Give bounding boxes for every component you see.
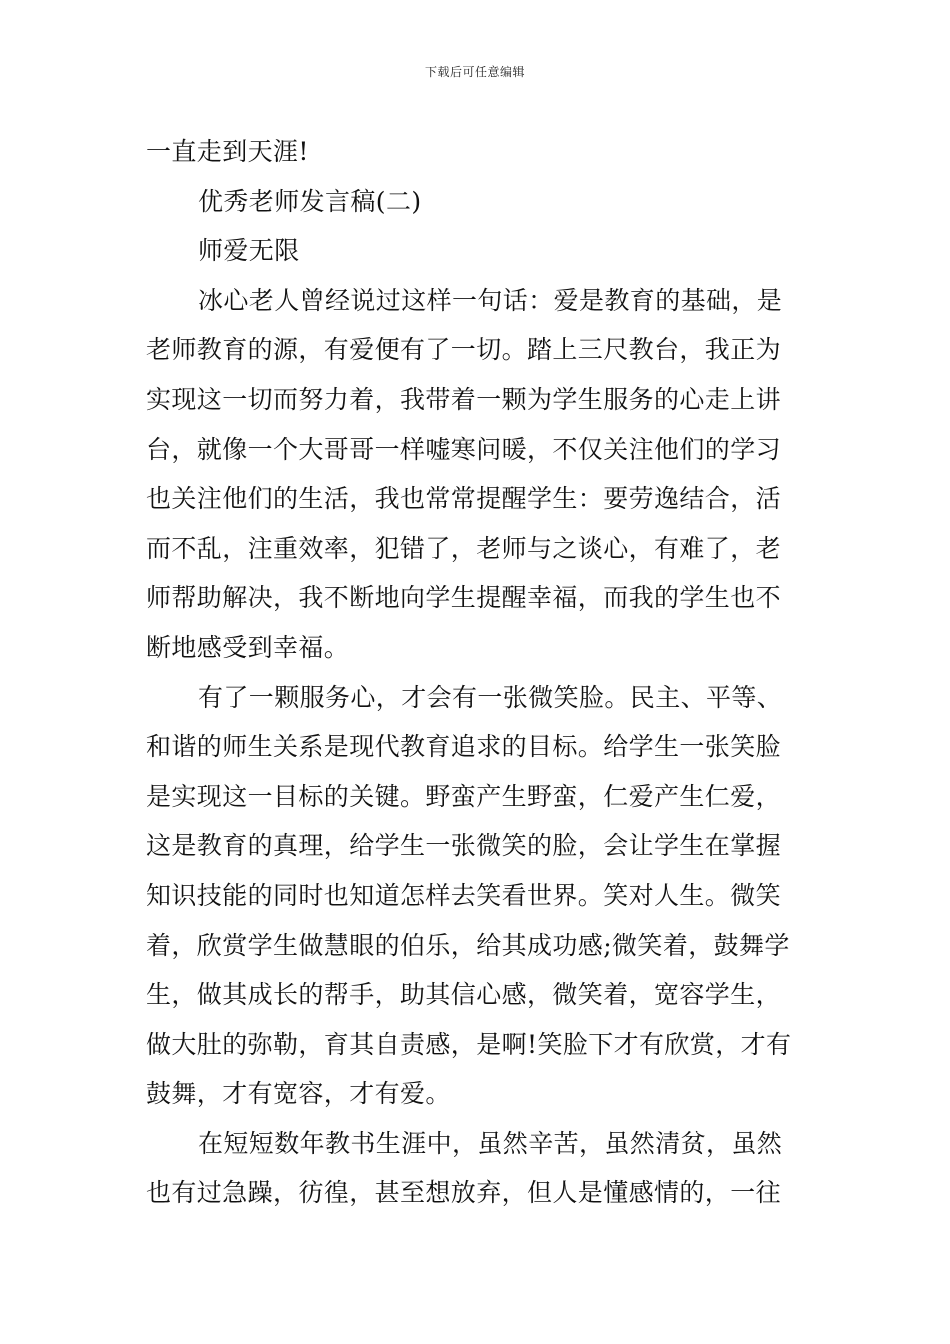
paragraph-line: 实现这一切而努力着，我带着一颗为学生服务的心走上讲 bbox=[146, 384, 782, 414]
paragraph-line: 是实现这一目标的关键。野蛮产生野蛮，仁爱产生仁爱， bbox=[146, 781, 782, 811]
paragraph-line: 台，就像一个大哥哥一样嘘寒问暖，不仅关注他们的学习 bbox=[146, 434, 782, 464]
paragraph-line: 生，做其成长的帮手，助其信心感，微笑着，宽容学生， bbox=[146, 980, 782, 1010]
paragraph-line: 断地感受到幸福。 bbox=[146, 632, 350, 662]
paragraph-line: 做大肚的弥勒，育其自责感，是啊!笑脸下才有欣赏，才有 bbox=[146, 1029, 792, 1059]
paragraph-line: 知识技能的同时也知道怎样去笑看世界。笑对人生。微笑 bbox=[146, 880, 782, 910]
article-title: 师爱无限 bbox=[198, 236, 300, 266]
paragraph-line: 而不乱，注重效率，犯错了，老师与之谈心，有难了，老 bbox=[146, 533, 782, 563]
paragraph-line: 也有过急躁，彷徨，甚至想放弃，但人是懂感情的，一往 bbox=[146, 1178, 782, 1208]
paragraph-line: 冰心老人曾经说过这样一句话：爱是教育的基础，是 bbox=[198, 285, 783, 315]
document-body bbox=[146, 127, 806, 1218]
text-line: 一直走到天涯! bbox=[146, 137, 309, 166]
page-header: 下载后可任意编辑 bbox=[424, 65, 525, 79]
paragraph-line: 着，欣赏学生做慧眼的伯乐，给其成功感;微笑着，鼓舞学 bbox=[146, 930, 790, 960]
paragraph-line: 老师教育的源，有爱便有了一切。踏上三尺教台，我正为 bbox=[146, 335, 782, 365]
paragraph-line: 也关注他们的生活，我也常常提醒学生：要劳逸结合，活 bbox=[146, 484, 782, 514]
paragraph-line: 有了一颗服务心，才会有一张微笑脸。民主、平等、 bbox=[198, 682, 783, 712]
paragraph-line: 在短短数年教书生涯中，虽然辛苦，虽然清贫，虽然 bbox=[198, 1128, 783, 1158]
paragraph-line: 这是教育的真理，给学生一张微笑的脸，会让学生在掌握 bbox=[146, 831, 782, 861]
section-title: 优秀老师发言稿(二) bbox=[198, 186, 422, 216]
paragraph-line: 和谐的师生关系是现代教育追求的目标。给学生一张笑脸 bbox=[146, 732, 782, 762]
paragraph-line: 师帮助解决，我不断地向学生提醒幸福，而我的学生也不 bbox=[146, 583, 782, 613]
paragraph-line: 鼓舞，才有宽容，才有爱。 bbox=[146, 1079, 451, 1109]
